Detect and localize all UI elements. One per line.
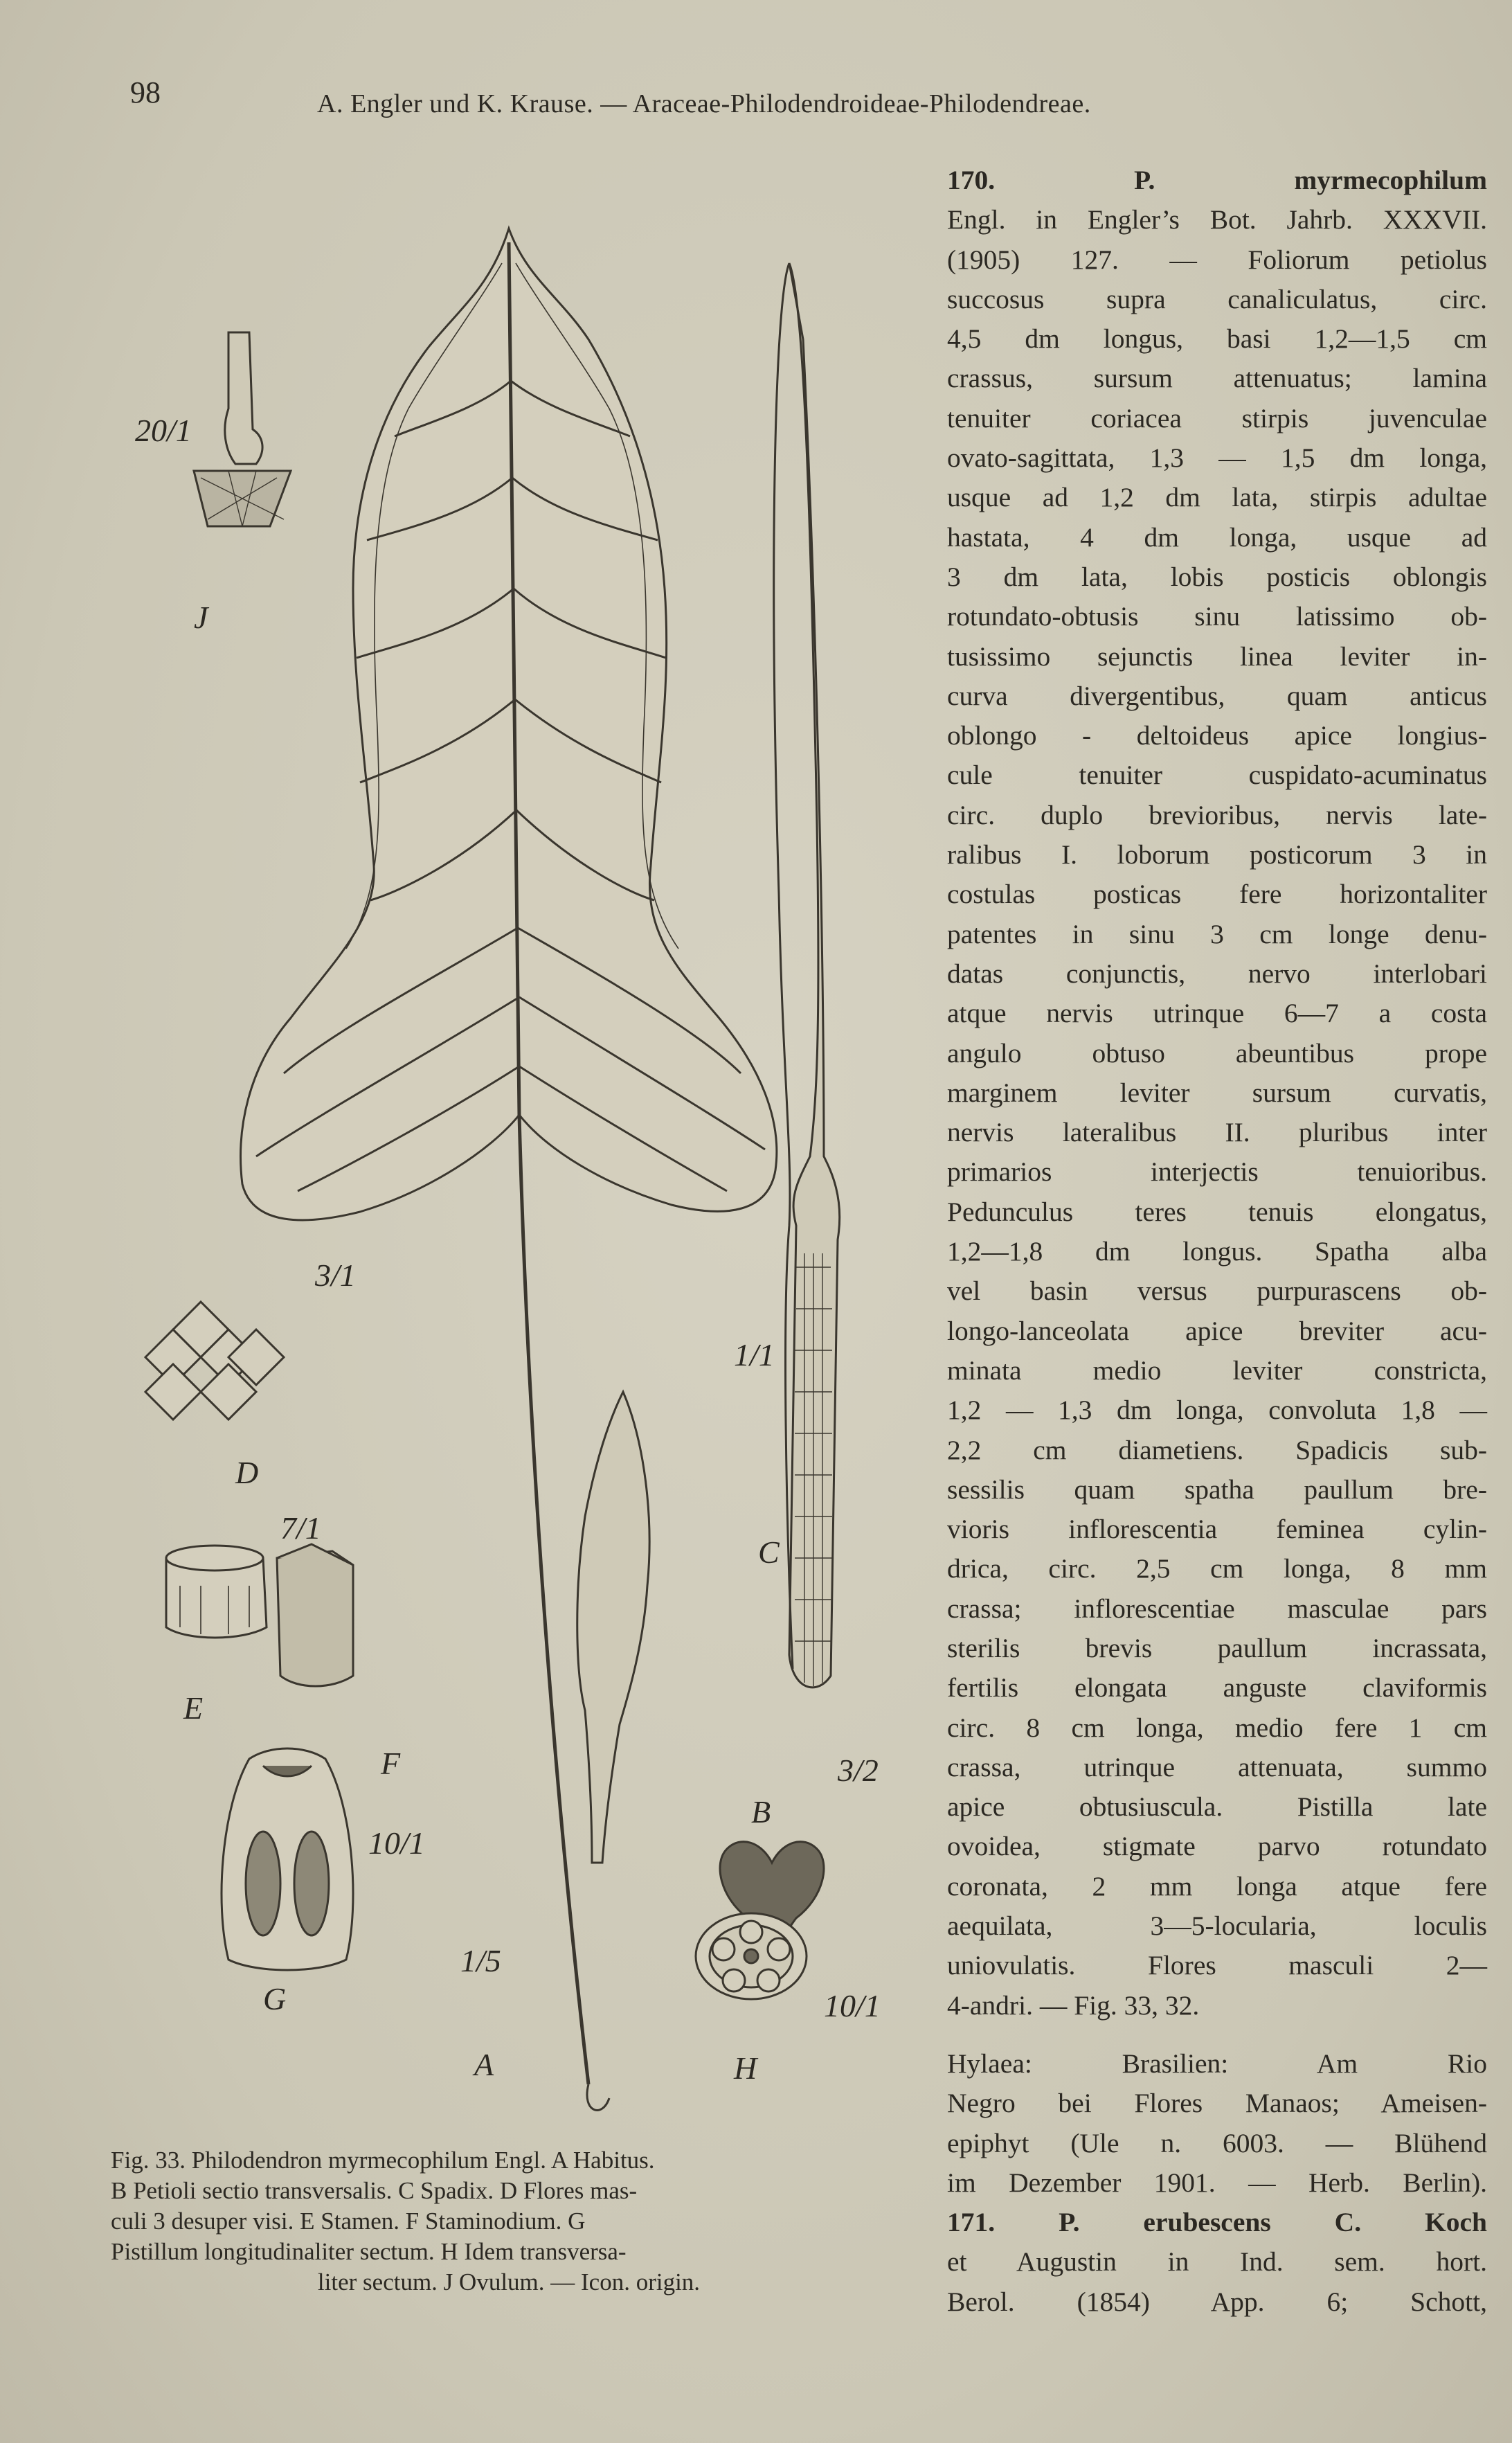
- text-line: crassa, utrinque attenuata, summo: [947, 1751, 1487, 1782]
- label-E: E: [183, 1690, 204, 1726]
- text-line: vioris inflorescentia feminea cylin-: [947, 1514, 1487, 1545]
- text-line: Hylaea: Brasilien: Am Rio: [947, 2048, 1487, 2079]
- text-line: Berol. (1854) App. 6; Schott,: [947, 2286, 1487, 2317]
- text-line: sterilis brevis paullum incrassata,: [947, 1632, 1487, 1663]
- text-line: apice obtusiuscula. Pistilla late: [947, 1791, 1487, 1823]
- text-line: rotundato-obtusis sinu latissimo ob-: [947, 601, 1487, 632]
- figure-drawing: [104, 201, 914, 2126]
- male-flowers: [145, 1302, 284, 1420]
- text-line: 1,2—1,8 dm longus. Spatha alba: [947, 1236, 1487, 1267]
- text-line: 3 dm lata, lobis posticis oblongis: [947, 561, 1487, 592]
- text-line: coronata, 2 mm longa atque fere: [947, 1870, 1487, 1901]
- text-line: ralibus I. loborum posticorum 3 in: [947, 839, 1487, 870]
- text-line: minata medio leviter constricta,: [947, 1354, 1487, 1386]
- label-C: C: [758, 1534, 780, 1570]
- text-line: cule tenuiter cuspidato-acuminatus: [947, 760, 1487, 791]
- running-header: [0, 69, 1512, 125]
- label-G: G: [263, 1981, 287, 2016]
- text-line: oblongo - deltoideus apice longius-: [947, 720, 1487, 751]
- stamen: [166, 1546, 267, 1638]
- page-number: 98: [130, 75, 161, 109]
- text-line: atque nervis utrinque 6—7 a costa: [947, 998, 1487, 1029]
- text-line: costulas posticas fere horizontaliter: [947, 879, 1487, 910]
- text-line: succosus supra canaliculatus, circ.: [947, 283, 1487, 314]
- text-line: primarios interjectis tenuioribus.: [947, 1156, 1487, 1188]
- pistil-transverse-section: [685, 1904, 817, 2008]
- text-line: ovoidea, stigmate parvo rotundato: [947, 1831, 1487, 1862]
- figure-33: [104, 201, 914, 2126]
- text-line: crassa; inflorescentiae masculae pars: [947, 1593, 1487, 1624]
- text-line: 171. P. erubescens C. Koch: [947, 2207, 1487, 2238]
- text-line: angulo obtuso abeuntibus prope: [947, 1037, 1487, 1068]
- text-line: aequilata, 3—5-locularia, loculis: [947, 1910, 1487, 1942]
- text-line: (1905) 127. — Foliorum petiolus: [947, 244, 1487, 275]
- caption-line: liter sectum. J Ovulum. — Icon. origin.: [317, 2268, 701, 2296]
- text-line: tusissimo sejunctis linea leviter in-: [947, 641, 1487, 672]
- species-locality: [947, 2044, 1487, 2322]
- label-B-scale: 3/2: [838, 1753, 879, 1788]
- label-J-scale: 20/1: [135, 413, 192, 448]
- text-line: 4-andri. — Fig. 33, 32.: [947, 1989, 1200, 2021]
- text-line: epiphyt (Ule n. 6003. — Blühend: [947, 2127, 1487, 2158]
- text-line: 2,2 cm diametiens. Spadicis sub-: [947, 1434, 1487, 1465]
- text-line: nervis lateralibus II. pluribus inter: [947, 1117, 1487, 1148]
- text-line: Negro bei Flores Manaos; Ameisen-: [947, 2088, 1487, 2119]
- text-line: circ. duplo brevioribus, nervis late-: [947, 799, 1487, 830]
- text-line: datas conjunctis, nervo interlobari: [947, 958, 1487, 989]
- text-line: im Dezember 1901. — Herb. Berlin).: [947, 2167, 1487, 2198]
- spadix: [789, 263, 840, 1688]
- text-line: crassus, sursum attenuatus; lamina: [947, 363, 1487, 394]
- figure-caption: [111, 2145, 907, 2298]
- label-D-scale: 3/1: [315, 1258, 356, 1293]
- text-line: drica, circ. 2,5 cm longa, 8 mm: [947, 1553, 1487, 1584]
- text-line: ovato-sagittata, 1,3 — 1,5 dm longa,: [947, 442, 1487, 474]
- text-line: marginem leviter sursum curvatis,: [947, 1077, 1487, 1108]
- text-line: sessilis quam spatha paullum bre-: [947, 1474, 1487, 1505]
- caption-line: B Petioli sectio transversalis. C Spadix. D Flores mas-: [111, 2177, 638, 2204]
- text-line: circ. 8 cm longa, medio fere 1 cm: [947, 1712, 1487, 1743]
- text-line: Engl. in Engler’s Bot. Jahrb. XXXVII.: [947, 204, 1487, 235]
- text-line: curva divergentibus, quam anticus: [947, 680, 1487, 711]
- text-line: patentes in sinu 3 cm longe denu-: [947, 918, 1487, 949]
- ovulum: [225, 332, 262, 464]
- text-line: vel basin versus purpurascens ob-: [947, 1276, 1487, 1307]
- spathe: [577, 1392, 649, 1863]
- pistillum-section: [222, 1748, 353, 1970]
- running-title: A. Engler und K. Krause. — Araceae-Philodendroideae-Philodendreae.: [317, 89, 1091, 118]
- label-E-scale: 7/1: [280, 1510, 321, 1546]
- label-A-scale: 1/5: [460, 1943, 501, 1978]
- label-C-scale: 1/1: [734, 1337, 775, 1372]
- text-line: 4,5 dm longus, basi 1,2—1,5 cm: [947, 323, 1487, 355]
- text-line: 1,2 — 1,3 dm longa, convoluta 1,8 —: [947, 1395, 1487, 1426]
- text-line: uniovulatis. Flores masculi 2—: [947, 1950, 1487, 1981]
- species-description: [947, 161, 1487, 2044]
- caption-line: Fig. 33. Philodendron myrmecophilum Engl. A Habitus.: [111, 2147, 655, 2174]
- label-G-scale: 10/1: [368, 1825, 425, 1861]
- text-line: 170. P. myrmecophilum: [947, 165, 1487, 195]
- staminodium: [277, 1544, 353, 1686]
- text-line: usque ad 1,2 dm lata, stirpis adultae: [947, 482, 1487, 513]
- text-line: fertilis elongata anguste claviformis: [947, 1672, 1487, 1703]
- label-J: J: [194, 600, 208, 635]
- label-D: D: [235, 1455, 259, 1490]
- caption-line: culi 3 desuper visi. E Stamen. F Staminodium. G: [111, 2208, 586, 2235]
- label-H-scale: 10/1: [824, 1988, 881, 2023]
- label-H: H: [734, 2050, 757, 2086]
- label-A: A: [474, 2047, 494, 2082]
- text-line: et Augustin in Ind. sem. hort.: [947, 2246, 1487, 2278]
- text-line: Pedunculus teres tenuis elongatus,: [947, 1196, 1487, 1227]
- leaf-blade: [241, 229, 777, 1220]
- label-B: B: [751, 1794, 771, 1829]
- label-F: F: [381, 1746, 401, 1781]
- caption-line: Pistillum longitudinaliter sectum. H Idem transversa-: [111, 2238, 627, 2265]
- text-line: longo-lanceolata apice breviter acu-: [947, 1315, 1487, 1346]
- text-line: hastata, 4 dm longa, usque ad: [947, 521, 1487, 553]
- text-line: tenuiter coriacea stirpis juvenculae: [947, 402, 1487, 433]
